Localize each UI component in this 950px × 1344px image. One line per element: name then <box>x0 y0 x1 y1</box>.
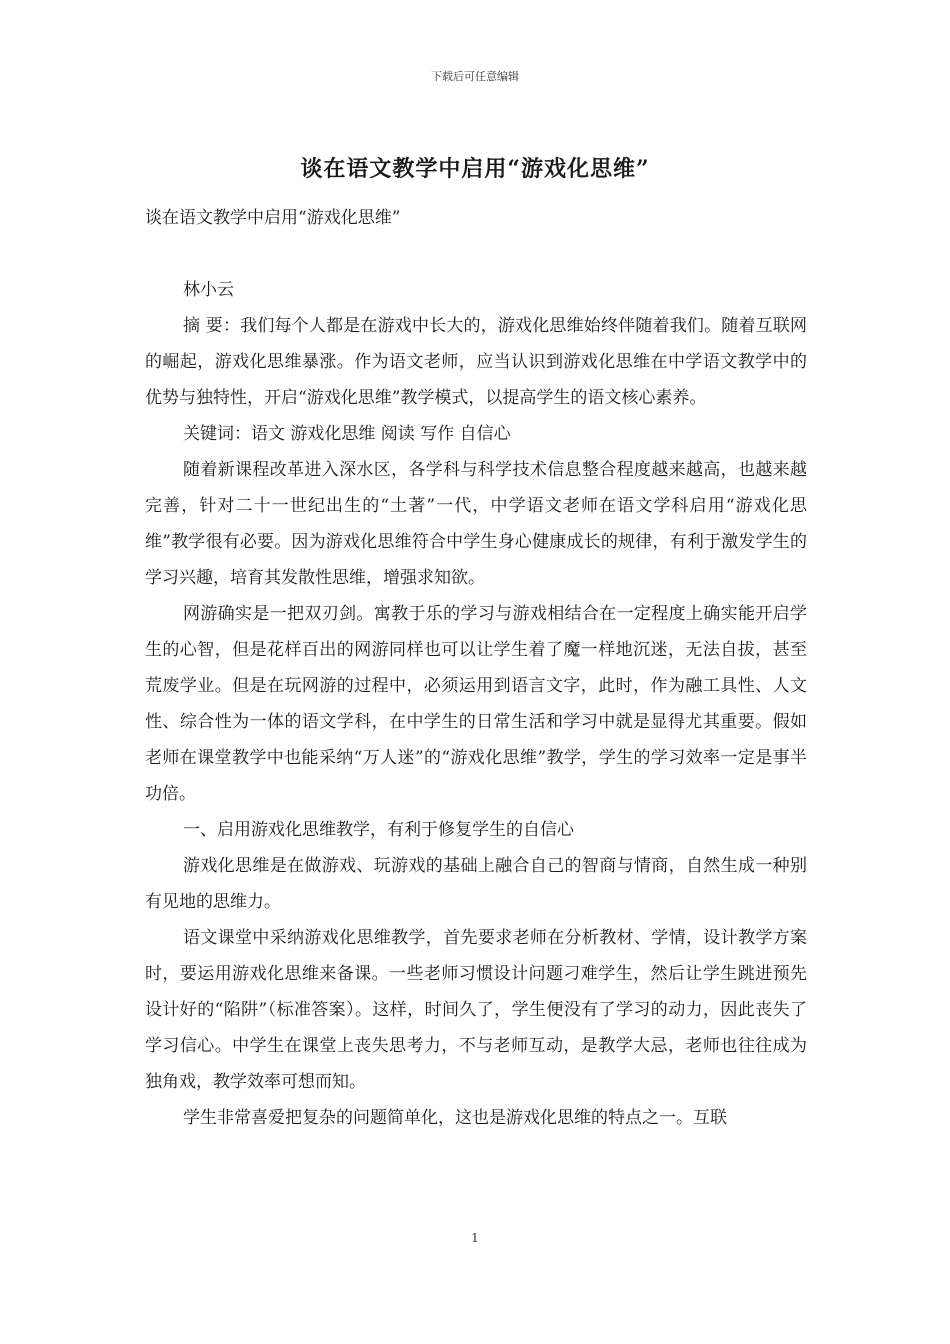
document-title: 谈在语文教学中启用“游戏化思维” <box>300 156 650 182</box>
paragraph: 学生非常喜爱把复杂的问题简单化，这也是游戏化思维的特点之一。互联 <box>183 1108 727 1128</box>
author: 林小云 <box>183 280 234 300</box>
page-number: 1 <box>471 1231 479 1245</box>
paragraph: 游戏化思维是在做游戏、玩游戏的基础上融合自己的智商与情商，自然生成一种别有见地的思维力。 <box>145 856 807 912</box>
abstract: 摘 要：我们每个人都是在游戏中长大的，游戏化思维始终伴随着我们。随着互联网的崛起，游戏化思维暴涨。作为语文老师，应当认识到游戏化思维在中学语文教学中的优势与独特性，开启“游戏化思维”教学模式，以提高学生的语文核心素养。 <box>145 316 807 408</box>
paragraph: 随着新课程改革进入深水区，各学科与科学技术信息整合程度越来越高，也越来越完善，针对二十一世纪出生的“土著”一代，中学语文老师在语文学科启用“游戏化思维”教学很有必要。因为游戏化思维符合中学生身心健康成长的规律，有利于激发学生的学习兴趣，培育其发散性思维，增强求知欲。 <box>145 460 807 588</box>
paragraph: 网游确实是一把双刃剑。寓教于乐的学习与游戏相结合在一定程度上确实能开启学生的心智，但是花样百出的网游同样也可以让学生着了魔一样地沉迷，无法自拔，甚至荒废学业。但是在玩网游的过程中，必须运用到语言文字，此时，作为融工具性、人文性、综合性为一体的语文学科，在中学生的日常生活和学习中就是显得尤其重要。假如老师在课堂教学中也能采纳“万人迷”的“游戏化思维”教学，学生的学习效率一定是事半功倍。 <box>145 604 807 804</box>
section-heading: 一、启用游戏化思维教学，有利于修复学生的自信心 <box>183 820 574 840</box>
paragraph: 语文课堂中采纳游戏化思维教学，首先要求老师在分析教材、学情，设计教学方案时，要运用游戏化思维来备课。一些老师习惯设计问题刁难学生，然后让学生跳进预先设计好的“陷阱”（标准答案）。这样，时间久了，学生便没有了学习的动力，因此丧失了学习信心。中学生在课堂上丧失思考力，不与老师互动，是教学大忌，老师也往往成为独角戏，教学效率可想而知。 <box>145 928 807 1092</box>
document-body <box>145 200 807 1136</box>
header-note: 下载后可任意编辑 <box>431 70 519 83</box>
subtitle: 谈在语文教学中启用“游戏化思维” <box>145 208 401 228</box>
keywords: 关键词：语文 游戏化思维 阅读 写作 自信心 <box>183 424 511 444</box>
blank-line <box>145 236 807 272</box>
